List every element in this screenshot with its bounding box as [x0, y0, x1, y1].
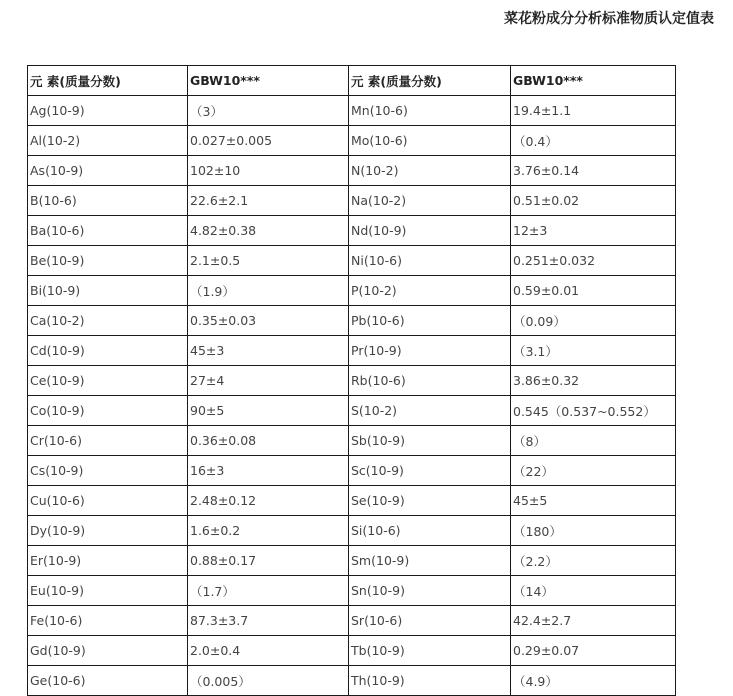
cell-value-right: （2.2）: [511, 546, 676, 576]
table-header-row: [28, 66, 676, 96]
cell-element-right: P(10-2): [349, 276, 511, 306]
cell-value-right: 0.545（0.537~0.552）: [511, 396, 676, 426]
cell-element-left: Fe(10-6): [28, 606, 188, 636]
cell-value-left: 27±4: [188, 366, 349, 396]
cell-value-right: 0.251±0.032: [511, 246, 676, 276]
table-row: [28, 336, 676, 366]
header-value-right: GBW10***: [511, 66, 676, 96]
cell-value-left: 0.35±0.03: [188, 306, 349, 336]
cell-element-right: Rb(10-6): [349, 366, 511, 396]
cell-value-right: （14）: [511, 576, 676, 606]
table-row: [28, 216, 676, 246]
table-row: [28, 396, 676, 426]
cell-value-left: 0.88±0.17: [188, 546, 349, 576]
table-row: [28, 666, 676, 696]
cell-element-left: Gd(10-9): [28, 636, 188, 666]
cell-element-left: Bi(10-9): [28, 276, 188, 306]
cell-element-right: Pr(10-9): [349, 336, 511, 366]
table-row: [28, 96, 676, 126]
cell-value-right: 3.76±0.14: [511, 156, 676, 186]
cell-value-right: （180）: [511, 516, 676, 546]
cell-value-right: （0.4）: [511, 126, 676, 156]
cell-value-left: 1.6±0.2: [188, 516, 349, 546]
cell-element-right: S(10-2): [349, 396, 511, 426]
cell-value-left: 0.027±0.005: [188, 126, 349, 156]
cell-value-left: （0.005）: [188, 666, 349, 696]
cell-element-right: N(10-2): [349, 156, 511, 186]
cell-element-left: Be(10-9): [28, 246, 188, 276]
header-element-right: 元 素(质量分数): [349, 66, 511, 96]
cell-element-right: Sn(10-9): [349, 576, 511, 606]
cell-element-right: Mn(10-6): [349, 96, 511, 126]
table-row: [28, 576, 676, 606]
cell-element-left: B(10-6): [28, 186, 188, 216]
cell-value-left: 2.48±0.12: [188, 486, 349, 516]
cell-value-right: 42.4±2.7: [511, 606, 676, 636]
cell-value-right: （22）: [511, 456, 676, 486]
cell-value-right: （3.1）: [511, 336, 676, 366]
table-row: [28, 546, 676, 576]
cell-value-left: 90±5: [188, 396, 349, 426]
cell-element-right: Th(10-9): [349, 666, 511, 696]
cell-element-right: Tb(10-9): [349, 636, 511, 666]
table-row: [28, 486, 676, 516]
cell-value-left: 4.82±0.38: [188, 216, 349, 246]
cell-element-right: Sm(10-9): [349, 546, 511, 576]
table-row: [28, 366, 676, 396]
cell-value-right: 3.86±0.32: [511, 366, 676, 396]
cell-element-right: Nd(10-9): [349, 216, 511, 246]
cell-element-right: Si(10-6): [349, 516, 511, 546]
cell-element-left: Cu(10-6): [28, 486, 188, 516]
cell-element-left: Cr(10-6): [28, 426, 188, 456]
table-row: [28, 246, 676, 276]
cell-value-left: （1.7）: [188, 576, 349, 606]
cell-element-right: Na(10-2): [349, 186, 511, 216]
header-element-left: 元 素(质量分数): [28, 66, 188, 96]
cell-value-left: 0.36±0.08: [188, 426, 349, 456]
certified-values-table: [27, 65, 676, 696]
cell-value-left: 16±3: [188, 456, 349, 486]
cell-value-left: 2.1±0.5: [188, 246, 349, 276]
cell-value-left: 45±3: [188, 336, 349, 366]
cell-value-left: 87.3±3.7: [188, 606, 349, 636]
table-body: [28, 96, 676, 696]
table-row: [28, 306, 676, 336]
table-row: [28, 426, 676, 456]
cell-value-right: （0.09）: [511, 306, 676, 336]
cell-value-left: 22.6±2.1: [188, 186, 349, 216]
table-row: [28, 456, 676, 486]
table-row: [28, 156, 676, 186]
cell-value-left: 2.0±0.4: [188, 636, 349, 666]
table-row: [28, 186, 676, 216]
cell-element-left: Ce(10-9): [28, 366, 188, 396]
cell-value-right: 0.59±0.01: [511, 276, 676, 306]
table-row: [28, 276, 676, 306]
cell-element-right: Sr(10-6): [349, 606, 511, 636]
cell-element-right: Ni(10-6): [349, 246, 511, 276]
cell-value-right: 45±5: [511, 486, 676, 516]
cell-value-right: 0.29±0.07: [511, 636, 676, 666]
header-value-left: GBW10***: [188, 66, 349, 96]
cell-value-left: （1.9）: [188, 276, 349, 306]
cell-element-left: Cs(10-9): [28, 456, 188, 486]
cell-value-left: 102±10: [188, 156, 349, 186]
cell-element-left: Cd(10-9): [28, 336, 188, 366]
table-row: [28, 606, 676, 636]
cell-element-left: Ag(10-9): [28, 96, 188, 126]
cell-element-left: Dy(10-9): [28, 516, 188, 546]
cell-value-right: 0.51±0.02: [511, 186, 676, 216]
table-row: [28, 636, 676, 666]
table-row: [28, 126, 676, 156]
cell-element-left: Ba(10-6): [28, 216, 188, 246]
cell-element-right: Se(10-9): [349, 486, 511, 516]
cell-value-right: （8）: [511, 426, 676, 456]
cell-element-left: Eu(10-9): [28, 576, 188, 606]
cell-element-right: Sb(10-9): [349, 426, 511, 456]
table-row: [28, 516, 676, 546]
cell-value-right: （4.9）: [511, 666, 676, 696]
cell-element-left: Er(10-9): [28, 546, 188, 576]
cell-value-left: （3）: [188, 96, 349, 126]
cell-element-right: Mo(10-6): [349, 126, 511, 156]
cell-value-right: 19.4±1.1: [511, 96, 676, 126]
cell-element-right: Pb(10-6): [349, 306, 511, 336]
cell-element-left: Al(10-2): [28, 126, 188, 156]
cell-element-left: Co(10-9): [28, 396, 188, 426]
cell-element-left: As(10-9): [28, 156, 188, 186]
cell-element-right: Sc(10-9): [349, 456, 511, 486]
page-title: 菜花粉成分分析标准物质认定值表: [504, 11, 714, 27]
cell-element-left: Ge(10-6): [28, 666, 188, 696]
cell-element-left: Ca(10-2): [28, 306, 188, 336]
cell-value-right: 12±3: [511, 216, 676, 246]
